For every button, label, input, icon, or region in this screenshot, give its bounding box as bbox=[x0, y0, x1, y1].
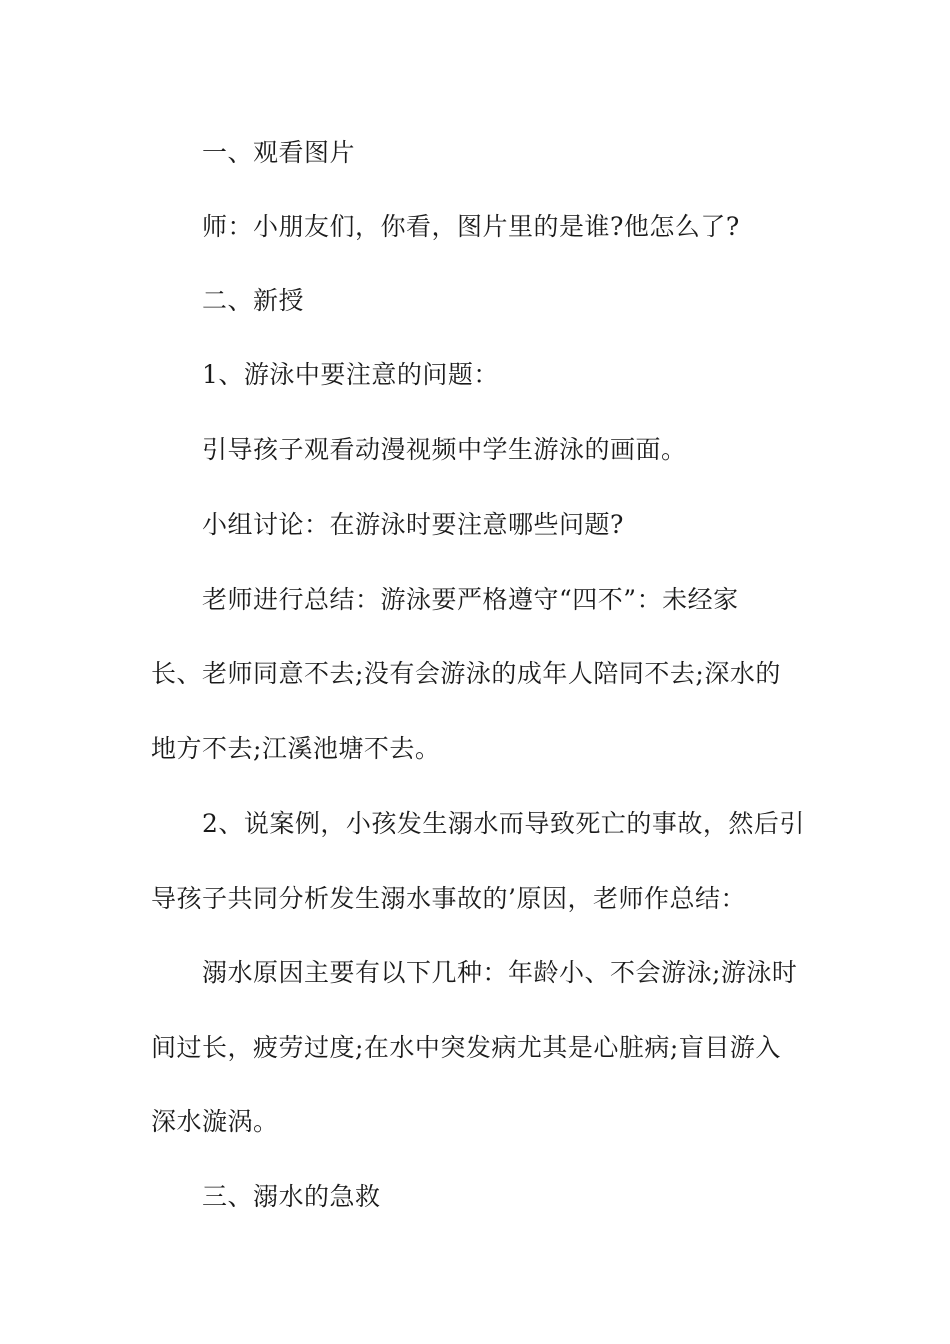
paragraph-summary-line-2: 长、老师同意不去;没有会游泳的成年人陪同不去;深水的 bbox=[151, 659, 781, 688]
paragraph-group-discussion: 小组讨论：在游泳时要注意哪些问题? bbox=[202, 510, 624, 539]
section-heading-1: 一、观看图片 bbox=[202, 138, 356, 167]
paragraph-summary-line-3: 地方不去;江溪池塘不去。 bbox=[151, 734, 441, 763]
section-heading-2: 二、新授 bbox=[202, 286, 305, 315]
subheading-swimming-issues: 1、游泳中要注意的问题： bbox=[202, 360, 499, 389]
paragraph-summary-line-1: 老师进行总结：游泳要严格遵守“四不”：未经家 bbox=[202, 585, 739, 614]
paragraph-causes-line-1: 溺水原因主要有以下几种：年龄小、不会游泳;游泳时 bbox=[202, 958, 798, 987]
paragraph-teacher-question: 师：小朋友们，你看，图片里的是谁?他怎么了? bbox=[202, 212, 740, 241]
paragraph-case-line-1: 2、说案例，小孩发生溺水而导致死亡的事故，然后引 bbox=[202, 809, 805, 838]
paragraph-guide-video: 引导孩子观看动漫视频中学生游泳的画面。 bbox=[202, 435, 687, 464]
paragraph-causes-line-2: 间过长，疲劳过度;在水中突发病尤其是心脏病;盲目游入 bbox=[151, 1033, 781, 1062]
paragraph-case-line-2: 导孩子共同分析发生溺水事故的’原因，老师作总结： bbox=[151, 884, 746, 913]
paragraph-causes-line-3: 深水漩涡。 bbox=[151, 1107, 279, 1136]
section-heading-3: 三、溺水的急救 bbox=[202, 1182, 381, 1211]
